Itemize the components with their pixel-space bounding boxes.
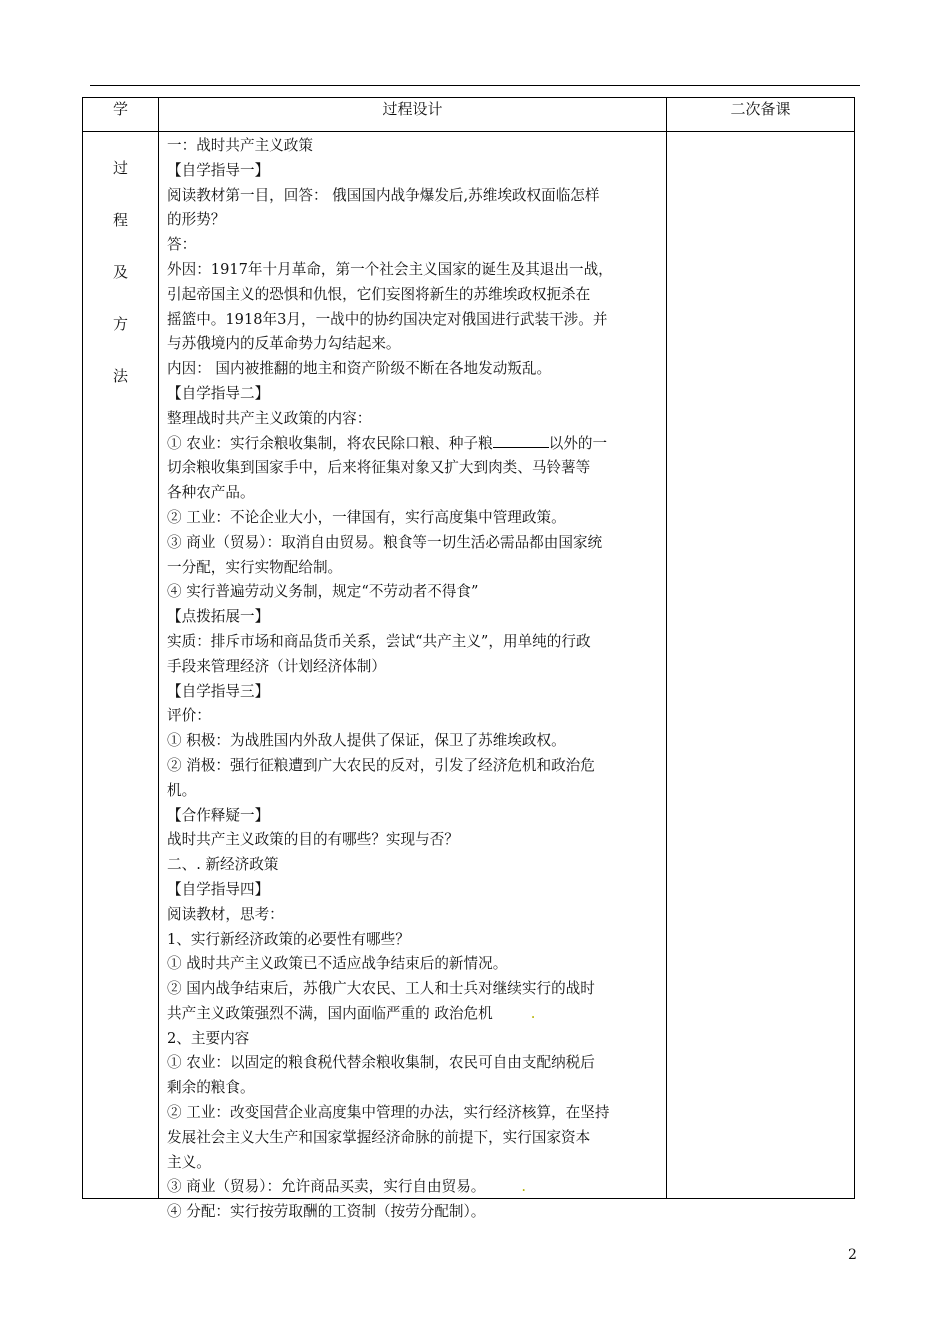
text-line: 剩余的粮食。: [167, 1079, 255, 1097]
text-line: 阅读教材，思考：: [167, 905, 284, 923]
guide-heading: 【自学指导二】: [167, 384, 270, 402]
stray-dot-mark: .: [530, 1004, 536, 1022]
header-rule: [90, 85, 860, 86]
guide-heading: 【合作释疑一】: [167, 806, 270, 824]
text-line: 实质：排斥市场和商品货币关系，尝试“共产主义”，用单纯的行政: [167, 632, 591, 650]
text-line: 战时共产主义政策的目的有哪些？实现与否？: [167, 831, 459, 849]
text-line: 一分配，实行实物配给制。: [167, 558, 343, 576]
table-header-row: [83, 98, 855, 132]
header-cell-second-prep: 二次备课: [667, 98, 855, 132]
text-line: ② 工业：改变国营企业高度集中管理的办法，实行经济核算，在坚持: [167, 1104, 610, 1122]
text-line: ② 消极：强行征粮遭到广大农民的反对，引发了经济危机和政治危: [167, 756, 595, 774]
header-cell-study: 学: [83, 98, 159, 132]
text-line: 主义。: [167, 1153, 211, 1171]
section-heading: 一：战时共产主义政策: [167, 137, 313, 154]
text-line: 外因：1917年十月革命，第一个社会主义国家的诞生及其退出一战，: [167, 260, 613, 278]
section-heading: 二、. 新经济政策: [167, 856, 279, 874]
text-line: ① 战时共产主义政策已不适应战争结束后的新情况。: [167, 955, 508, 973]
text-line-with-mark: [167, 1002, 660, 1027]
side-char: 法: [112, 367, 128, 385]
process-design-cell: [159, 132, 667, 1221]
text-line-with-blank: [167, 432, 660, 457]
lesson-plan-table: [82, 97, 855, 1221]
guide-heading: 【自学指导一】: [167, 161, 270, 179]
text-segment: 以外的一: [548, 434, 608, 452]
text-line: 1、实行新经济政策的必要性有哪些？: [167, 930, 410, 948]
text-line: 引起帝国主义的恐惧和仇恨，它们妄图将新生的苏维埃政权扼杀在: [167, 285, 591, 303]
text-line: ① 农业：以固定的粮食税代替余粮收集制，农民可自由支配纳税后: [167, 1054, 595, 1072]
header-cell-process-design: 过程设计: [159, 98, 667, 132]
side-char: 程: [112, 211, 128, 229]
text-line: 机。: [167, 781, 197, 799]
text-line: 评价：: [167, 707, 211, 725]
text-line: 发展社会主义大生产和国家掌握经济命脉的前提下，实行国家资本: [167, 1128, 591, 1146]
text-line: ④ 实行普遍劳动义务制，规定“不劳动者不得食”: [167, 583, 479, 601]
text-line: ③ 商业（贸易）：取消自由贸易。粮食等一切生活必需品都由国家统: [167, 533, 603, 551]
text-line: ④ 分配：实行按劳取酬的工资制（按劳分配制）。: [167, 1203, 486, 1221]
text-line: 与苏俄境内的反革命势力勾结起来。: [167, 335, 401, 353]
text-line: ② 工业：不论企业大小，一律国有，实行高度集中管理政策。: [167, 508, 566, 526]
text-segment: ① 农业：实行余粮收集制，将农民除口粮、种子粮: [167, 434, 493, 452]
table-body-row: [83, 132, 855, 1199]
second-prep-cell[interactable]: [667, 132, 855, 1199]
side-char: 方: [112, 315, 128, 333]
side-char: 及: [112, 263, 128, 281]
text-line: 的形势？: [167, 211, 226, 229]
text-line: 阅读教材第一目，回答： 俄国国内战争爆发后,苏维埃政权面临怎样: [167, 186, 600, 204]
text-line: 答：: [167, 236, 197, 254]
text-line: 手段来管理经济（计划经济体制）: [167, 657, 386, 675]
process-content: [159, 132, 666, 1221]
text-line-with-mark: [167, 1175, 660, 1200]
text-line: 切余粮收集到国家手中，后来将征集对象又扩大到肉类、马铃薯等: [167, 459, 591, 477]
text-line: 摇篮中。1918年3月，一战中的协约国决定对俄国进行武装干涉。并: [167, 310, 608, 328]
text-line: 内因： 国内被推翻的地主和资产阶级不断在各地发动叛乱。: [167, 360, 552, 378]
side-label-cell: [83, 132, 159, 1199]
guide-heading: 【自学指导四】: [167, 880, 270, 898]
text-line: 各种农产品。: [167, 484, 255, 502]
side-char: 过: [112, 159, 128, 177]
text-line: ① 积极：为战胜国内外敌人提供了保证，保卫了苏维埃政权。: [167, 732, 566, 750]
text-line: 整理战时共产主义政策的内容：: [167, 409, 372, 427]
guide-heading: 【自学指导三】: [167, 682, 270, 700]
text-segment: 共产主义政策强烈不满，国内面临严重的 政治危机: [167, 1004, 493, 1022]
text-line: 2、主要内容: [167, 1029, 250, 1047]
text-segment: ③ 商业（贸易）：允许商品买卖，实行自由贸易。: [167, 1178, 486, 1196]
text-line: ② 国内战争结束后，苏俄广大农民、工人和士兵对继续实行的战时: [167, 980, 595, 998]
fill-in-blank[interactable]: [493, 433, 549, 448]
stray-dot-mark: .: [521, 1178, 527, 1196]
guide-heading: 【点拨拓展一】: [167, 608, 270, 626]
page-number: 2: [848, 1247, 857, 1263]
